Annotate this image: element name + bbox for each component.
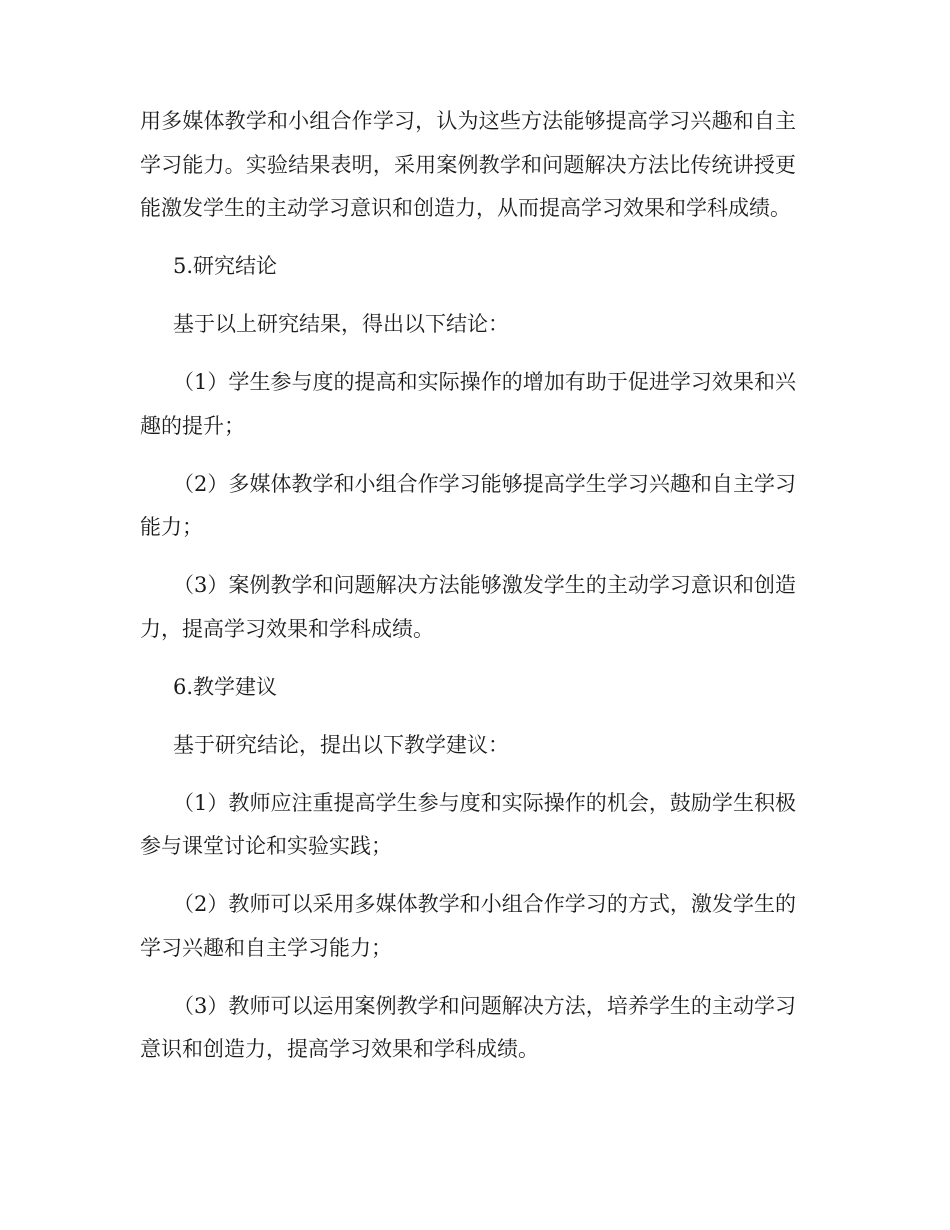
paragraph-recommendations-intro: 基于研究结论，提出以下教学建议：	[173, 732, 509, 757]
paragraph-continuation: 用多媒体教学和小组合作学习，认为这些方法能够提高学习兴趣和自主学习能力。实验结果表明，采用案例教学和问题解决方法比传统讲授更能激发学生的主动学习意识和创造力，从而提高学习效果和学科成绩。	[140, 109, 796, 220]
recommendation-item-1: （1）教师应注重提高学生参与度和实际操作的机会，鼓励学生积极参与课堂讨论和实验实践；	[140, 790, 796, 858]
paragraph-conclusions-intro: 基于以上研究结果，得出以下结论：	[173, 312, 509, 336]
document-page	[140, 100, 796, 1086]
conclusion-item-3: （3）案例教学和问题解决方法能够激发学生的主动学习意识和创造力，提高学习效果和学科成绩。	[140, 573, 796, 641]
section-heading-recommendations: 6.教学建议	[173, 674, 278, 699]
conclusion-item-1: （1）学生参与度的提高和实际操作的增加有助于促进学习效果和兴趣的提升；	[140, 370, 796, 438]
recommendation-item-3: （3）教师可以运用案例教学和问题解决方法，培养学生的主动学习意识和创造力，提高学习效果和学科成绩。	[140, 993, 796, 1061]
section-heading-conclusions: 5.研究结论	[173, 254, 278, 278]
recommendation-item-2: （2）教师可以采用多媒体教学和小组合作学习的方式，激发学生的学习兴趣和自主学习能力；	[140, 892, 796, 960]
conclusion-item-2: （2）多媒体教学和小组合作学习能够提高学生学习兴趣和自主学习能力；	[140, 471, 796, 539]
